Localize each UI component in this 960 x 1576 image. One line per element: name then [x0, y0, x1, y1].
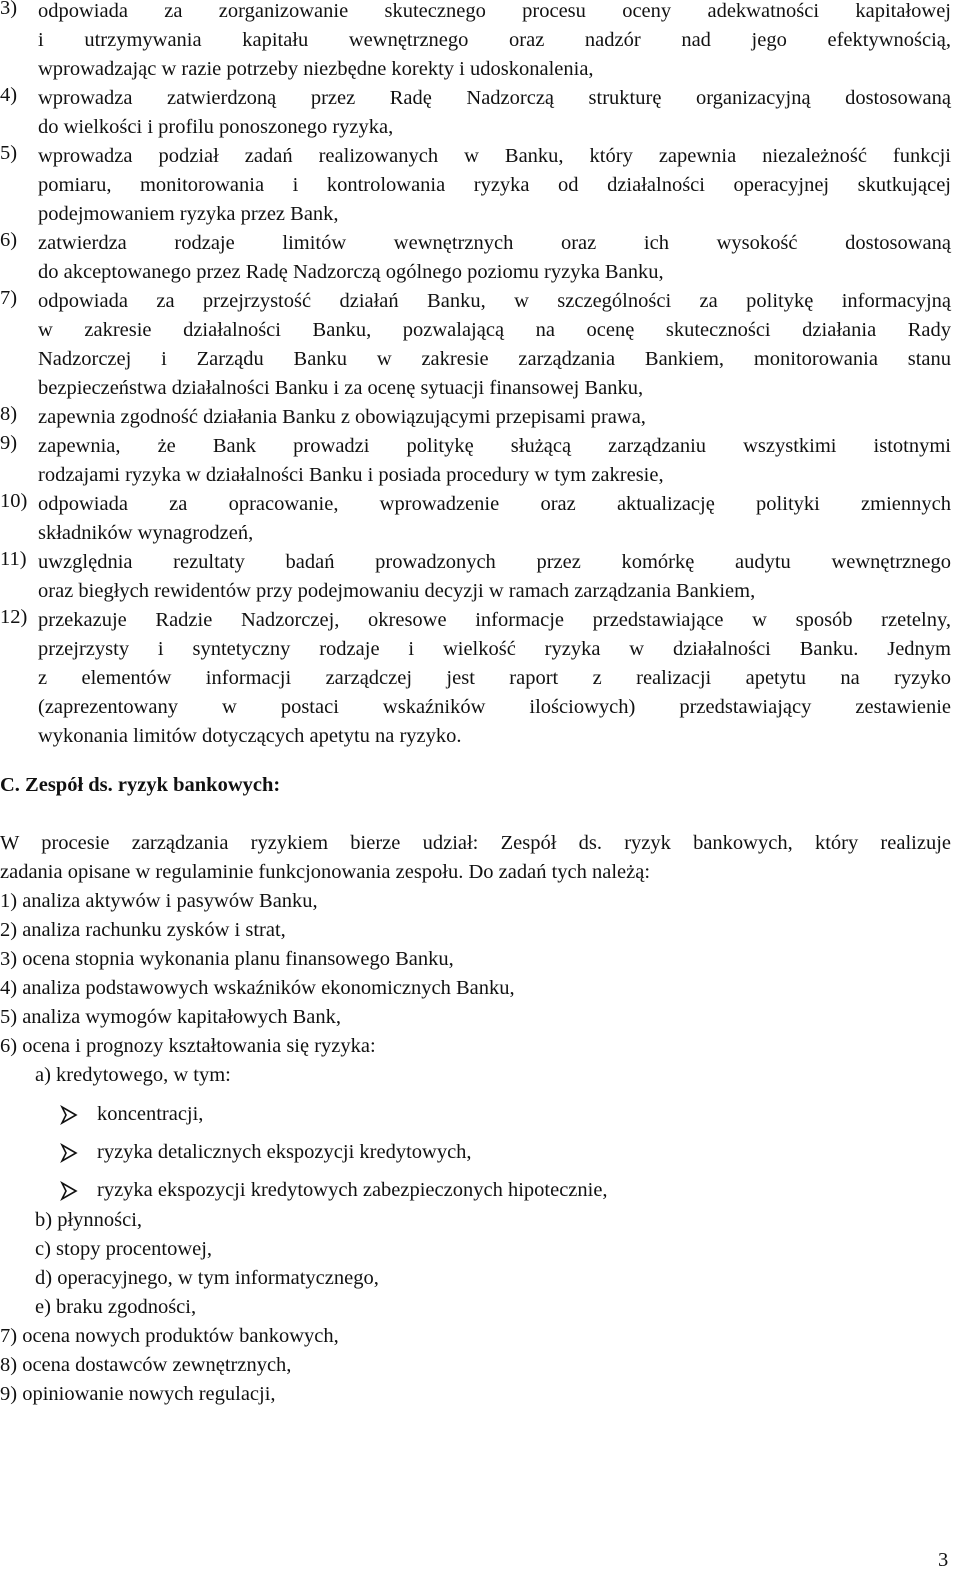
text-line: wprowadza podział zadań realizowanych w Banku, który zapewnia niezależność funkcji — [38, 145, 951, 167]
text-line: zadania opisane w regulaminie funkcjonowania zespołu. Do zadań tych należą: — [0, 861, 651, 883]
page-number: 3 — [938, 1549, 949, 1571]
list-number: 8) — [0, 403, 18, 425]
text-line: odpowiada za zorganizowanie skutecznego procesu oceny adekwatności kapitałowej — [38, 0, 951, 22]
list-number: 5) — [0, 142, 18, 164]
list-number: 6) — [0, 229, 18, 251]
text-line: przejrzysty i syntetyczny rodzaje i wielkość ryzyka w działalności Banku. Jednym — [38, 638, 951, 660]
text-line: z elementów informacji zarządczej jest raport z realizacji apetytu na ryzyko — [38, 667, 951, 689]
text-line: wprowadzając w razie potrzeby niezbędne korekty i udoskonalenia, — [38, 58, 594, 80]
text-line: uwzględnia rezultaty badań prowadzonych przez komórkę audytu wewnętrznego — [38, 551, 951, 573]
text-line: oraz biegłych rewidentów przy podejmowaniu decyzji w ramach zarządzania Bankiem, — [38, 580, 756, 602]
text-line: zapewnia zgodność działania Banku z obowiązującymi przepisami prawa, — [38, 406, 646, 428]
task-item: 2) analiza rachunku zysków i strat, — [0, 919, 286, 941]
text-line: zapewnia, że Bank prowadzi politykę służącą zarządzaniu wszystkimi istotnymi — [38, 435, 951, 457]
task-item: 5) analiza wymogów kapitałowych Bank, — [0, 1006, 342, 1028]
text-line: podejmowaniem ryzyka przez Bank, — [38, 203, 339, 225]
arrowhead-bullet-icon — [59, 1181, 79, 1201]
text-line: odpowiada za opracowanie, wprowadzenie oraz aktualizację polityki zmiennych — [38, 493, 951, 515]
sub-item: c) stopy procentowej, — [35, 1238, 213, 1260]
text-line: W procesie zarządzania ryzykiem bierze udział: Zespół ds. ryzyk bankowych, który realizuje — [0, 832, 951, 854]
bullet-text: ryzyka detalicznych ekspozycji kredytowych, — [97, 1141, 472, 1163]
sub-item: d) operacyjnego, w tym informatycznego, — [35, 1267, 379, 1289]
bullet-text: ryzyka ekspozycji kredytowych zabezpieczonych hipotecznie, — [97, 1179, 608, 1201]
text-line: Nadzorczej i Zarządu Banku w zakresie zarządzania Bankiem, monitorowania stanu — [38, 348, 951, 370]
task-item: 3) ocena stopnia wykonania planu finansowego Banku, — [0, 948, 454, 970]
text-line: przekazuje Radzie Nadzorczej, okresowe informacje przedstawiające w sposób rzetelny, — [38, 609, 951, 631]
text-line: składników wynagrodzeń, — [38, 522, 254, 544]
arrowhead-bullet-icon — [59, 1105, 79, 1125]
list-number: 7) — [0, 287, 18, 309]
sub-item: a) kredytowego, w tym: — [35, 1064, 231, 1086]
list-number: 9) — [0, 432, 18, 454]
task-item: 6) ocena i prognozy kształtowania się ryzyka: — [0, 1035, 376, 1057]
section-heading: C. Zespół ds. ryzyk bankowych: — [0, 774, 281, 796]
task-item: 1) analiza aktywów i pasywów Banku, — [0, 890, 318, 912]
text-line: do akceptowanego przez Radę Nadzorczą ogólnego poziomu ryzyka Banku, — [38, 261, 664, 283]
task-item: 7) ocena nowych produktów bankowych, — [0, 1325, 339, 1347]
text-line: i utrzymywania kapitału wewnętrznego oraz nadzór nad jego efektywnością, — [38, 29, 951, 51]
text-line: w zakresie działalności Banku, pozwalającą na ocenę skuteczności działania Rady — [38, 319, 951, 341]
sub-item: e) braku zgodności, — [35, 1296, 197, 1318]
text-line: bezpieczeństwa działalności Banku i za ocenę sytuacji finansowej Banku, — [38, 377, 644, 399]
list-number: 10) — [0, 490, 28, 512]
arrowhead-bullet-icon — [59, 1143, 79, 1163]
list-number: 12) — [0, 606, 28, 628]
text-line: do wielkości i profilu ponoszonego ryzyka, — [38, 116, 394, 138]
intro-paragraph — [0, 829, 951, 887]
task-item: 9) opiniowanie nowych regulacji, — [0, 1383, 276, 1405]
list-number: 11) — [0, 548, 27, 570]
text-line: wykonania limitów dotyczących apetytu na ryzyko. — [38, 725, 462, 747]
task-item: 8) ocena dostawców zewnętrznych, — [0, 1354, 292, 1376]
task-item: 4) analiza podstawowych wskaźników ekonomicznych Banku, — [0, 977, 515, 999]
text-line: zatwierdza rodzaje limitów wewnętrznych oraz ich wysokość dostosowaną — [38, 232, 951, 254]
text-line: (zaprezentowany w postaci wskaźników ilościowych) przedstawiający zestawienie — [38, 696, 951, 718]
sub-item: b) płynności, — [35, 1209, 143, 1231]
text-line: odpowiada za przejrzystość działań Banku, w szczególności za politykę informacyjną — [38, 290, 951, 312]
list-number: 4) — [0, 84, 18, 106]
list-number: 3) — [0, 0, 18, 19]
text-line: pomiaru, monitorowania i kontrolowania ryzyka od działalności operacyjnej skutkującej — [38, 174, 951, 196]
text-line: rodzajami ryzyka w działalności Banku i posiada procedury w tym zakresie, — [38, 464, 664, 486]
text-line: wprowadza zatwierdzoną przez Radę Nadzorczą strukturę organizacyjną dostosowaną — [38, 87, 951, 109]
bullet-text: koncentracji, — [97, 1103, 204, 1125]
